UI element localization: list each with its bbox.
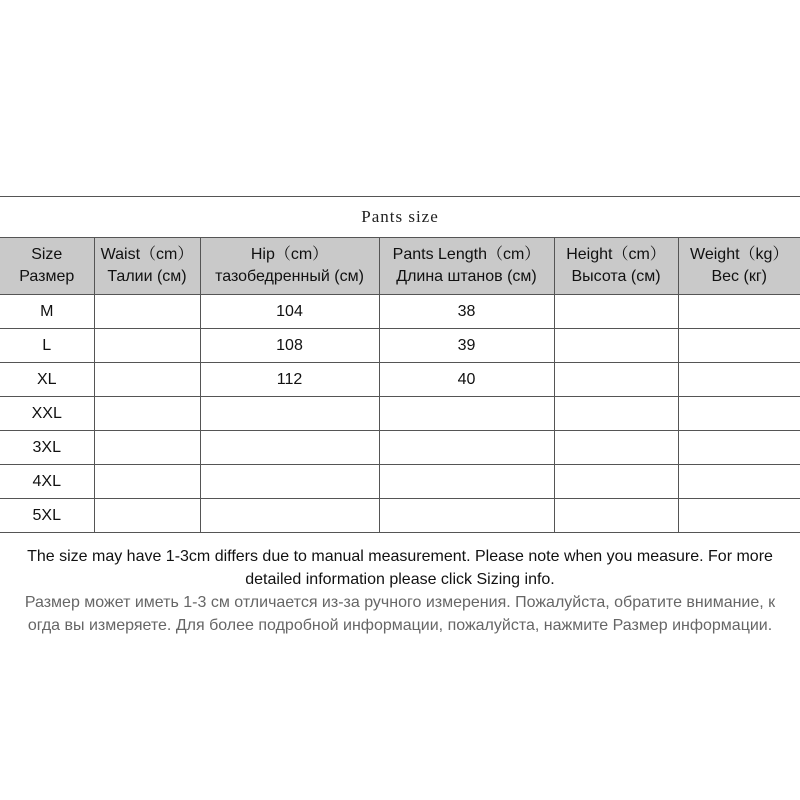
cell-waist (94, 363, 200, 397)
cell-size: 5XL (0, 499, 94, 533)
note-english-line-1: The size may have 1-3cm differs due to manual measurement. Please note when you measure. For more (27, 548, 773, 565)
table-row (0, 499, 800, 533)
cell-hip: 104 (200, 295, 379, 329)
cell-hip: 108 (200, 329, 379, 363)
cell-pants-length (379, 431, 554, 465)
cell-hip (200, 431, 379, 465)
header-pants-length-ru: Длина штанов (см) (396, 268, 537, 285)
cell-waist (94, 329, 200, 363)
cell-size: 4XL (0, 465, 94, 499)
cell-pants-length: 40 (379, 363, 554, 397)
table-row (0, 295, 800, 329)
cell-weight (678, 465, 800, 499)
cell-size: M (0, 295, 94, 329)
cell-pants-length (379, 499, 554, 533)
cell-size: L (0, 329, 94, 363)
table-row (0, 465, 800, 499)
cell-weight (678, 363, 800, 397)
cell-height (554, 363, 678, 397)
cell-pants-length: 39 (379, 329, 554, 363)
cell-weight (678, 397, 800, 431)
header-size-en: Size (31, 246, 63, 263)
cell-waist (94, 499, 200, 533)
header-weight-en: Weight（kg） (690, 246, 789, 263)
note-russian-line-1: Размер может иметь 1-3 см отличается из-за ручного измерения. Пожалуйста, обратите внимание, к (24, 594, 776, 611)
cell-height (554, 329, 678, 363)
header-waist-ru: Талии (см) (107, 268, 187, 285)
cell-hip (200, 397, 379, 431)
header-height-ru: Высота (см) (571, 268, 661, 285)
cell-hip (200, 499, 379, 533)
cell-waist (94, 397, 200, 431)
size-table (0, 196, 800, 533)
header-height (554, 238, 678, 295)
table-row (0, 363, 800, 397)
header-waist (94, 238, 200, 295)
table-row (0, 431, 800, 465)
header-hip (200, 238, 379, 295)
cell-hip (200, 465, 379, 499)
header-hip-en: Hip（cm） (250, 246, 329, 263)
cell-weight (678, 499, 800, 533)
cell-hip: 112 (200, 363, 379, 397)
header-height-en: Height（cm） (566, 246, 666, 263)
cell-pants-length (379, 397, 554, 431)
cell-height (554, 295, 678, 329)
table-caption: Pants size (0, 197, 800, 238)
cell-pants-length (379, 465, 554, 499)
cell-waist (94, 295, 200, 329)
cell-waist (94, 465, 200, 499)
header-size-ru: Размер (19, 268, 75, 285)
cell-weight (678, 431, 800, 465)
header-weight-ru: Вес (кг) (711, 268, 767, 285)
table-header-row (0, 238, 800, 295)
cell-size: XL (0, 363, 94, 397)
table-row (0, 329, 800, 363)
table-row (0, 397, 800, 431)
cell-weight (678, 295, 800, 329)
header-size (0, 238, 94, 295)
cell-pants-length: 38 (379, 295, 554, 329)
cell-size: 3XL (0, 431, 94, 465)
note-russian-line-2: огда вы измеряете. Для более подробной информации, пожалуйста, нажмите Размер информации. (27, 617, 773, 634)
cell-height (554, 499, 678, 533)
cell-weight (678, 329, 800, 363)
cell-waist (94, 431, 200, 465)
cell-size: XXL (0, 397, 94, 431)
cell-height (554, 397, 678, 431)
cell-height (554, 431, 678, 465)
measurement-note (0, 545, 800, 637)
note-english-line-2: detailed information please click Sizing info. (245, 571, 555, 588)
header-pants-length (379, 238, 554, 295)
cell-height (554, 465, 678, 499)
header-pants-length-en: Pants Length（cm） (392, 246, 541, 263)
header-waist-en: Waist（cm） (100, 246, 194, 263)
header-weight (678, 238, 800, 295)
header-hip-ru: тазобедренный (см) (215, 268, 364, 285)
